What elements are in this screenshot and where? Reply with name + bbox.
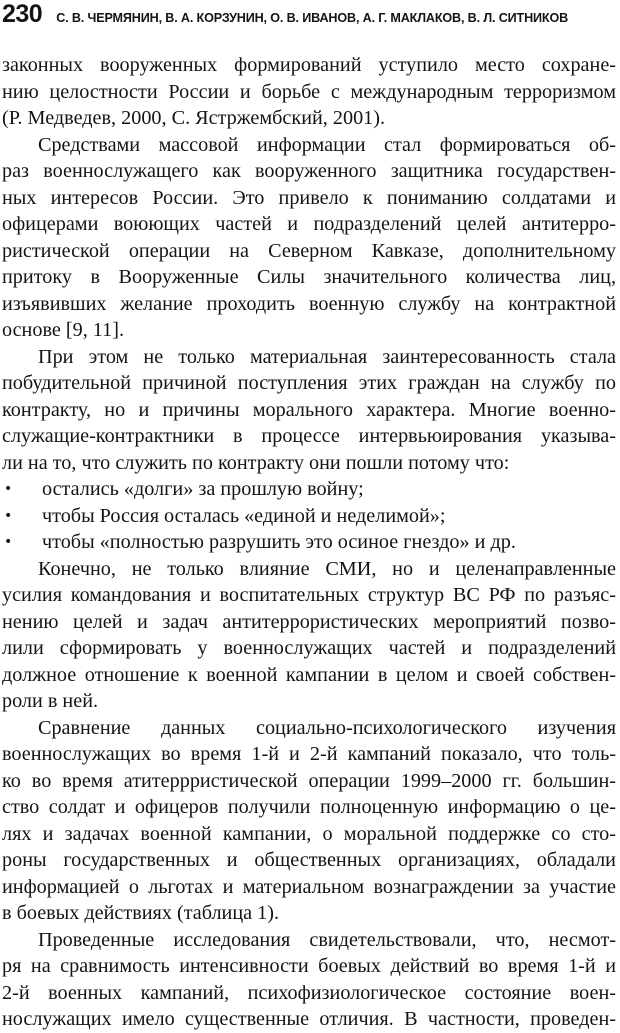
list-item-text: чтобы «полностью разрушить это осиное гнездо» и др. — [42, 531, 516, 553]
text-line: законных вооруженных формирований уступило место сохране- — [2, 54, 616, 76]
text-line: Средствами массовой информации стал формироваться об- — [38, 133, 616, 156]
page-header — [2, 0, 618, 30]
bullet-icon: • — [4, 507, 13, 524]
text-line: усилия командования и воспитательных структур ВС РФ по разъяс- — [2, 584, 616, 606]
body-text — [2, 52, 616, 1033]
list-item — [2, 529, 616, 556]
text-line: офицерами воюющих частей и подразделений целей антитерро- — [2, 213, 616, 235]
paragraph — [2, 132, 616, 344]
text-line: нению целей и задач антитеррористических мероприятий позво- — [2, 610, 616, 633]
bullet-list — [2, 476, 616, 556]
text-line: ных интересов России. Это привело к пониманию солдатами и — [2, 186, 616, 209]
text-line: лили сформировать у военнослужащих частей и подразделений — [2, 637, 616, 659]
text-line: ли на то, что служить по контракту они пошли потому что: — [2, 451, 510, 474]
text-line: Проведенные исследования свидетельствовали, что, несмот- — [38, 928, 616, 951]
list-item-text: остались «долги» за прошлую войну; — [42, 478, 364, 500]
text-line: роны государственных и общественных организациях, обладали — [2, 849, 616, 871]
text-line: Конечно, не только влияние СМИ, но и целенаправленные — [38, 557, 616, 580]
list-item — [2, 476, 616, 503]
text-line: При этом не только материальная заинтересованность стала — [38, 345, 616, 368]
text-line: роли в ней. — [2, 690, 99, 712]
text-line: ря на сравнимость интенсивности боевых действий во время 1-й и — [2, 955, 616, 977]
paragraph — [2, 344, 616, 477]
text-line: изъявивших желание проходить военную службу на контрактной — [2, 292, 616, 315]
text-line: притоку в Вооруженные Силы значительного количества лиц, — [2, 266, 616, 288]
text-line: побудительной причиной поступления этих граждан на службу по — [2, 372, 616, 394]
text-line: ство солдат и офицеров получили полноценную информацию о це- — [2, 796, 616, 818]
paragraph — [2, 556, 616, 715]
text-line: Сравнение данных социально-психологического изучения — [38, 716, 616, 739]
text-line: основе [9, 11]. — [2, 319, 124, 341]
text-line: ристической операции на Северном Кавказе, дополнительному — [2, 239, 616, 262]
text-line: информацией о льготах и материальном вознаграждении за участие — [2, 875, 616, 898]
text-line: должное отношение к военной кампании в целом и своей собствен- — [2, 663, 616, 686]
paragraph — [2, 927, 616, 1033]
text-line: (Р. Медведев, 2000, С. Ястржембский, 2001). — [2, 107, 386, 129]
text-line: служащие-контрактники в процессе интервьюирования указыва- — [2, 425, 616, 447]
bullet-icon: • — [4, 534, 13, 550]
text-line: ко во время атитеррристической операции 1999–2000 гг. большин- — [2, 769, 616, 792]
text-line: нослужащих имело существенные отличия. В частности, проведен- — [2, 1008, 616, 1030]
paragraph — [2, 715, 616, 927]
paragraph — [2, 52, 616, 132]
list-item-text: чтобы Россия осталась «единой и неделимой»; — [42, 504, 446, 527]
page-number: 230 — [2, 0, 43, 28]
text-line: 2-й военных кампаний, психофизиологическое состояние воен- — [2, 981, 616, 1004]
running-head-authors: С. В. ЧЕРМЯНИН, В. А. КОРЗУНИН, О. В. ИВАНОВ, А. Г. МАКЛАКОВ, В. Л. СИТНИКОВ — [56, 11, 569, 25]
bullet-icon: • — [4, 481, 13, 497]
text-line: нию целостности России и борьбе с международным терроризмом — [2, 80, 616, 103]
text-line: в боевых действиях (таблица 1). — [2, 902, 280, 924]
text-line: военнослужащих во время 1-й и 2-й кампаний показало, что толь- — [2, 743, 616, 765]
text-line: контракту, но и причины морального характера. Многие военно- — [2, 398, 616, 421]
list-item — [2, 503, 616, 530]
text-line: раз военнослужащего как вооруженного защитника государствен- — [2, 160, 616, 182]
text-line: лях и задачах военной кампании, о моральной поддержке со сто- — [2, 822, 616, 845]
